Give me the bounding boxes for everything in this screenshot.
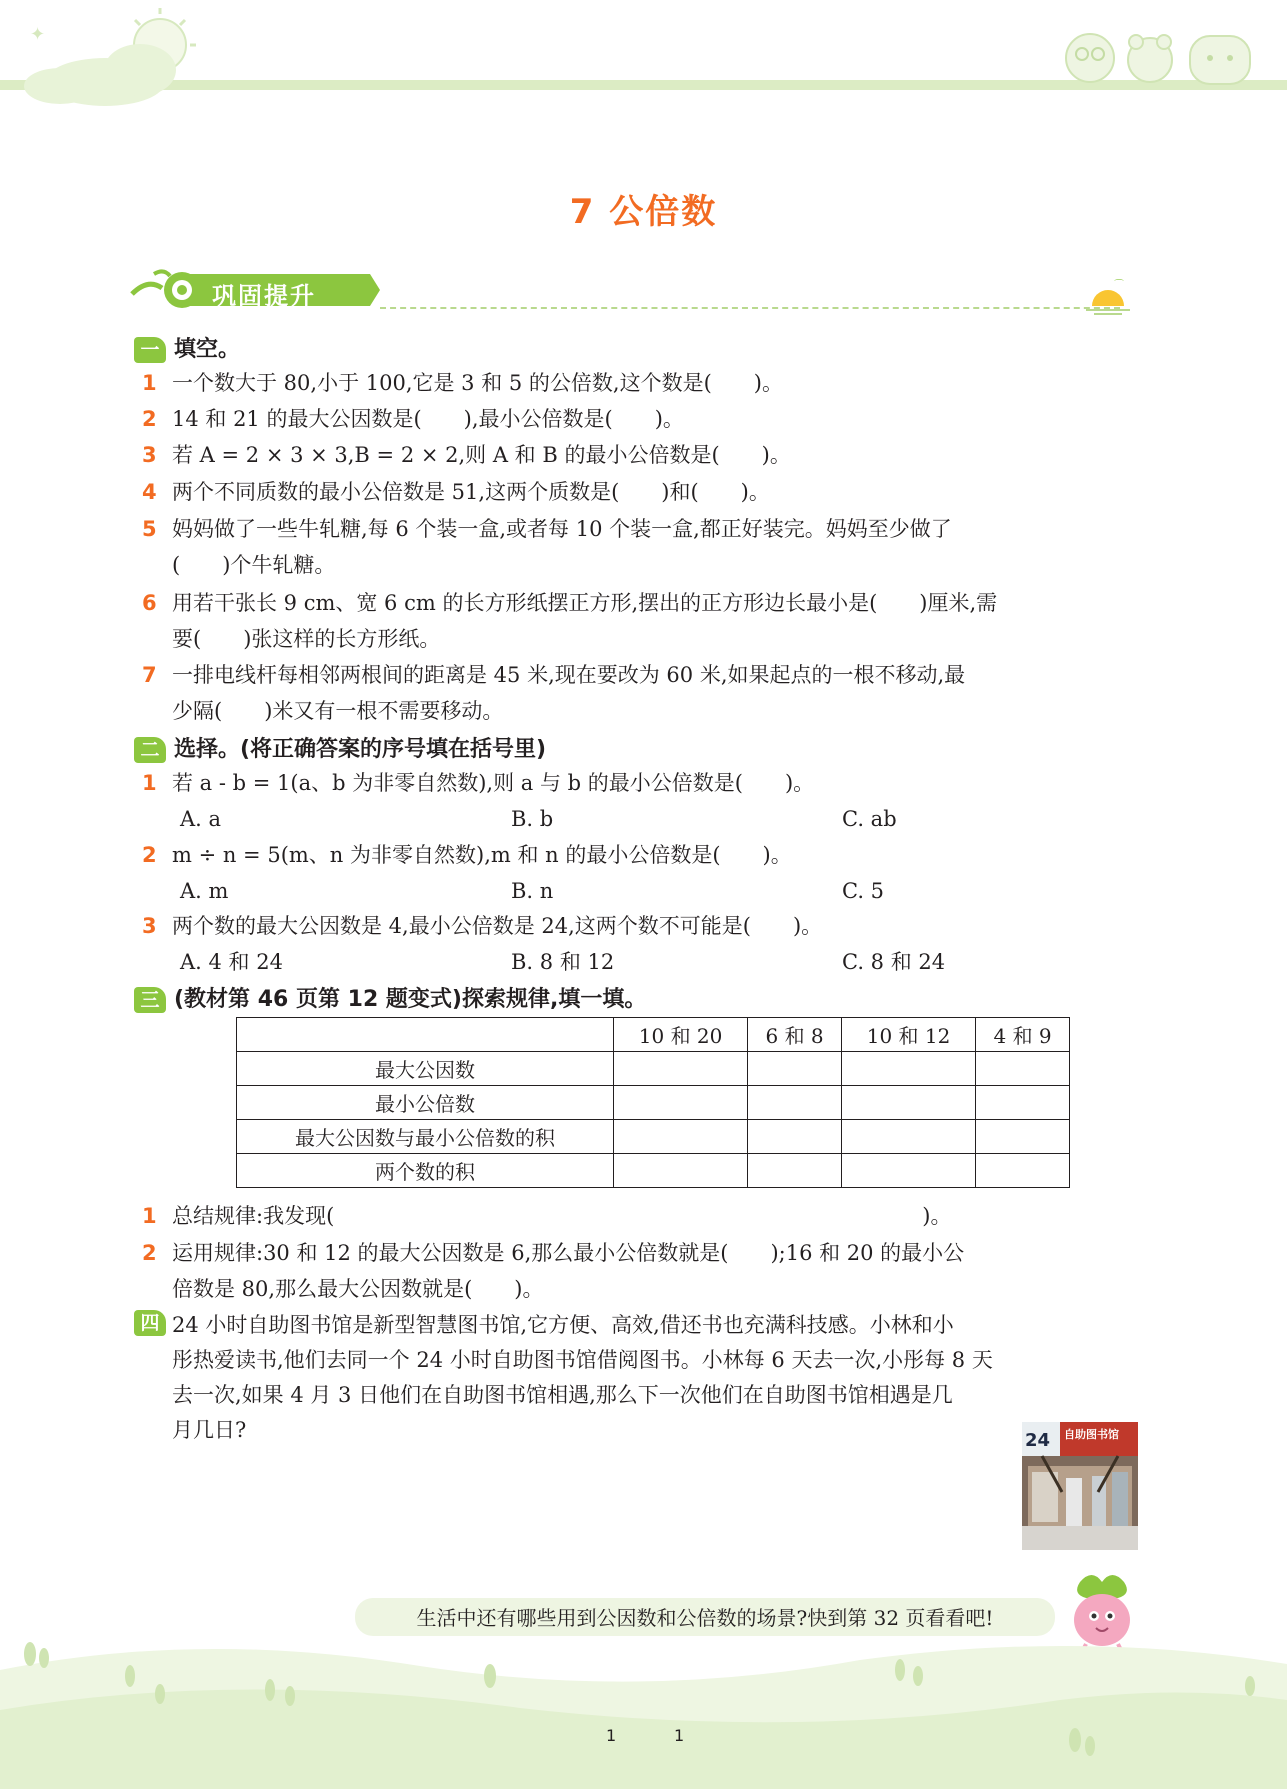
choice-q3-text: 两个数的最大公因数是 4,最小公倍数是 24,这两个数不可能是( )。 bbox=[172, 914, 823, 938]
choice-q1-number: 1 bbox=[142, 771, 157, 795]
section-3-number: 三 bbox=[134, 987, 166, 1013]
table-answer-cell[interactable] bbox=[748, 1052, 842, 1086]
svg-text:✦: ✦ bbox=[30, 24, 46, 45]
choice-q1-option-c: C. ab bbox=[842, 807, 897, 831]
problem4-line1: 24 小时自助图书馆是新型智慧图书馆,它方便、高效,借还书也充满科技感。小林和小 bbox=[172, 1313, 954, 1337]
choice-q1-text: 若 a - b = 1(a、b 为非零自然数),则 a 与 b 的最小公倍数是( )。 bbox=[172, 771, 815, 795]
problem4-line2: 彤热爱读书,他们去同一个 24 小时自助图书馆借阅图书。小林每 6 天去一次,小彤每 8 天 bbox=[172, 1348, 993, 1372]
table-answer-cell[interactable] bbox=[976, 1120, 1070, 1154]
table-answer-cell[interactable] bbox=[841, 1086, 975, 1120]
sunset-icon bbox=[1086, 278, 1130, 318]
fill-q7-number: 7 bbox=[142, 663, 157, 687]
table-answer-cell[interactable] bbox=[614, 1120, 748, 1154]
photo-sign-number: 24 bbox=[1025, 1430, 1051, 1451]
table-header-cell: 4 和 9 bbox=[976, 1018, 1070, 1052]
section-2-label: 选择。(将正确答案的序号填在括号里) bbox=[174, 737, 547, 762]
fill-q4-text: 两个不同质数的最小公倍数是 51,这两个质数是( )和( )。 bbox=[172, 480, 770, 504]
page-title: 7 公倍数 bbox=[569, 192, 718, 232]
fill-q1-number: 1 bbox=[142, 371, 157, 395]
table-row-label: 最大公因数 bbox=[237, 1052, 614, 1086]
table-answer-cell[interactable] bbox=[748, 1120, 842, 1154]
section-3-label: (教材第 46 页第 12 题变式)探索规律,填一填。 bbox=[174, 987, 647, 1012]
fill-q6-number: 6 bbox=[142, 591, 157, 615]
table-row-label: 两个数的积 bbox=[237, 1154, 614, 1188]
animal-faces-decoration bbox=[1050, 20, 1270, 90]
section-1-label: 填空。 bbox=[174, 337, 241, 362]
fill-q2-text: 14 和 21 的最大公因数是( ),最小公倍数是( )。 bbox=[172, 407, 684, 431]
table-row bbox=[237, 1120, 1070, 1154]
table-answer-cell[interactable] bbox=[976, 1052, 1070, 1086]
section-3-heading bbox=[134, 982, 646, 1012]
choice-q2-text: m ÷ n = 5(m、n 为非零自然数),m 和 n 的最小公倍数是( )。 bbox=[172, 843, 792, 867]
choice-q2-option-c: C. 5 bbox=[842, 879, 885, 903]
library-photo bbox=[1022, 1422, 1138, 1550]
fill-q7-text-line2: 少隔( )米又有一根不需要移动。 bbox=[172, 699, 504, 723]
fill-q2-number: 2 bbox=[142, 407, 157, 431]
fill-q1-text: 一个数大于 80,小于 100,它是 3 和 5 的公倍数,这个数是( )。 bbox=[172, 371, 783, 395]
section-banner-label: 巩固提升 bbox=[212, 282, 316, 310]
problem4-line3: 去一次,如果 4 月 3 日他们在自助图书馆相遇,那么下一次他们在自助图书馆相遇是几 bbox=[172, 1383, 953, 1407]
svg-text:⌒: ⌒ bbox=[1114, 280, 1124, 291]
fill-q5-text-line2: ( )个牛轧糖。 bbox=[172, 553, 336, 577]
rule-q2-text-line1: 运用规律:30 和 12 的最大公因数是 6,那么最小公倍数就是( );16 和 20 的最小公 bbox=[172, 1241, 965, 1265]
table-answer-cell[interactable] bbox=[614, 1086, 748, 1120]
fill-q3-number: 3 bbox=[142, 443, 157, 467]
table-row-label: 最小公倍数 bbox=[237, 1086, 614, 1120]
table-header-cell: 10 和 12 bbox=[841, 1018, 975, 1052]
table-answer-cell[interactable] bbox=[748, 1086, 842, 1120]
table-header-cell bbox=[237, 1018, 614, 1052]
choice-q3-option-c: C. 8 和 24 bbox=[842, 950, 946, 974]
tip-text: 生活中还有哪些用到公因数和公倍数的场景?快到第 32 页看看吧! bbox=[416, 1606, 994, 1630]
fill-q4-number: 4 bbox=[142, 480, 157, 504]
choice-q3-option-b: B. 8 和 12 bbox=[511, 950, 615, 974]
table-answer-cell[interactable] bbox=[748, 1154, 842, 1188]
rule-q2-number: 2 bbox=[142, 1241, 157, 1265]
photo-sign-text: 自助图书馆 bbox=[1064, 1428, 1119, 1441]
choice-q2-option-a: A. m bbox=[180, 879, 229, 903]
rule-q1-number: 1 bbox=[142, 1204, 157, 1228]
choice-q3-number: 3 bbox=[142, 914, 157, 938]
table-answer-cell[interactable] bbox=[976, 1086, 1070, 1120]
fill-q5-number: 5 bbox=[142, 517, 157, 541]
choice-q2-option-b: B. n bbox=[511, 879, 554, 903]
page-number-left: 1 bbox=[606, 1726, 617, 1745]
fill-q6-text-line1: 用若干张长 9 cm、宽 6 cm 的长方形纸摆正方形,摆出的正方形边长最小是( )厘米,需 bbox=[172, 591, 998, 615]
table-row bbox=[237, 1086, 1070, 1120]
table-row bbox=[237, 1052, 1070, 1086]
table-answer-cell[interactable] bbox=[841, 1052, 975, 1086]
choice-q2-number: 2 bbox=[142, 843, 157, 867]
section-4-heading bbox=[134, 1310, 174, 1340]
choice-q1-option-b: B. b bbox=[511, 807, 554, 831]
table-answer-cell[interactable] bbox=[976, 1154, 1070, 1188]
table-row-label: 最大公因数与最小公倍数的积 bbox=[237, 1120, 614, 1154]
table-row bbox=[237, 1154, 1070, 1188]
section-1-number: 一 bbox=[134, 337, 166, 363]
choice-q3-option-a: A. 4 和 24 bbox=[180, 950, 283, 974]
section-2-heading bbox=[134, 732, 546, 762]
table-answer-cell[interactable] bbox=[614, 1052, 748, 1086]
fill-q5-text-line1: 妈妈做了一些牛轧糖,每 6 个装一盒,或者每 10 个装一盒,都正好装完。妈妈至少做了 bbox=[172, 517, 952, 541]
table-header-cell: 10 和 20 bbox=[614, 1018, 748, 1052]
table-answer-cell[interactable] bbox=[841, 1154, 975, 1188]
hills-footer-decoration bbox=[0, 1630, 1287, 1789]
fill-q6-text-line2: 要( )张这样的长方形纸。 bbox=[172, 627, 441, 651]
section-1-heading bbox=[134, 332, 240, 362]
table-header-row bbox=[237, 1018, 1070, 1052]
problem4-line4: 月几日? bbox=[172, 1418, 247, 1442]
dashed-divider bbox=[380, 307, 1120, 309]
table-answer-cell[interactable] bbox=[841, 1120, 975, 1154]
cloud-sun-decoration bbox=[0, 0, 200, 120]
rule-q2-text-line2: 倍数是 80,那么最大公因数就是( )。 bbox=[172, 1277, 544, 1301]
choice-q1-option-a: A. a bbox=[180, 807, 222, 831]
fill-q7-text-line1: 一排电线杆每相邻两根间的距离是 45 米,现在要改为 60 米,如果起点的一根不移动,最 bbox=[172, 663, 966, 687]
rule-q1-text: 总结规律:我发现( )。 bbox=[172, 1204, 952, 1228]
pattern-table bbox=[236, 1017, 1070, 1188]
section-2-number: 二 bbox=[134, 737, 166, 763]
table-answer-cell[interactable] bbox=[614, 1154, 748, 1188]
section-4-number: 四 bbox=[134, 1310, 166, 1336]
page-number-right: 1 bbox=[674, 1726, 685, 1745]
fill-q3-text: 若 A = 2 × 3 × 3,B = 2 × 2,则 A 和 B 的最小公倍数是( )。 bbox=[172, 443, 791, 467]
table-header-cell: 6 和 8 bbox=[748, 1018, 842, 1052]
